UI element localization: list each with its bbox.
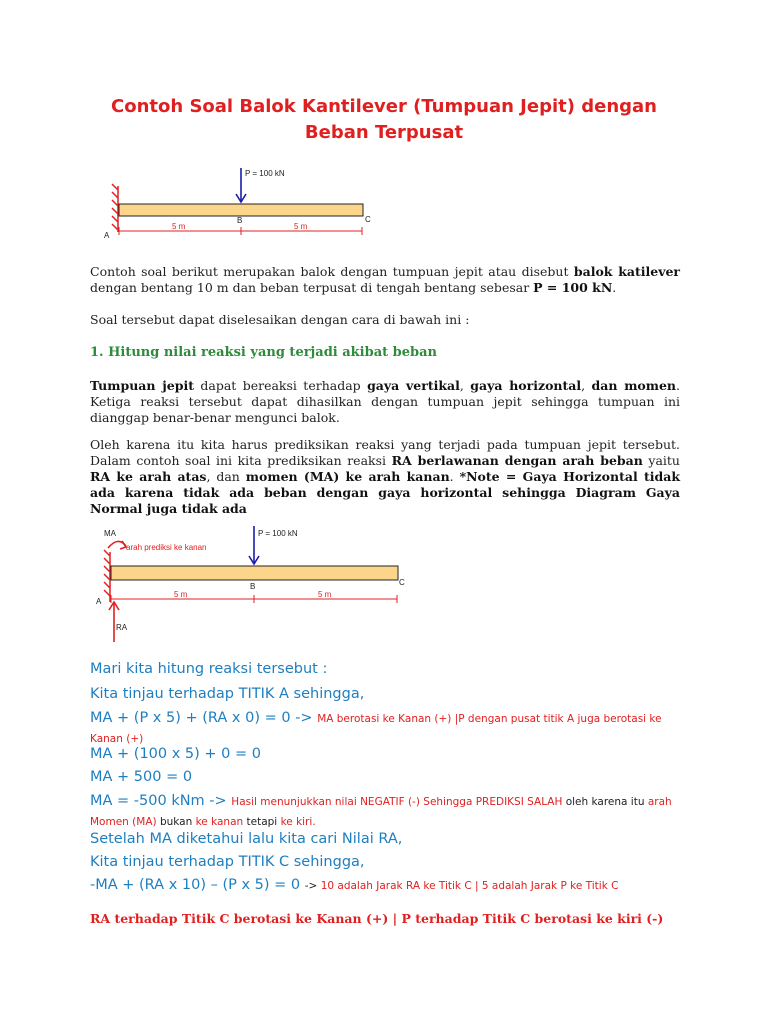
calc-line-8: Kita tinjau terhadap TITIK C sehingga, (90, 854, 365, 870)
dimension-line (111, 595, 397, 603)
cantilever-figure-2 (92, 522, 422, 644)
title-line-1: Contoh Soal Balok Kantilever (Tumpuan Jepit) dengan (111, 96, 657, 117)
point-b-label: B (237, 216, 243, 225)
point-a-label: A (104, 231, 110, 240)
intro-paragraph-2: Soal tersebut dapat diselesaikan dengan cara di bawah ini : (90, 312, 470, 327)
beam (111, 566, 398, 580)
calc-line-1: Mari kita hitung reaksi tersebut : (90, 661, 328, 677)
section-1-paragraph-1: Tumpuan jepit dapat bereaksi terhadap gaya vertikal, gaya horizontal, dan momen. Ketiga reaksi tersebut dapat dihasilkan dengan tumpuan jepit sehingga tumpuan ini dianggap benar-benar mengunci balok. (90, 378, 681, 425)
reaction-arrow (109, 602, 119, 642)
span-label-2: 5 m (318, 590, 332, 599)
section-1-paragraph-2: Oleh karena itu kita harus prediksikan reaksi yang terjadi pada tumpuan jepit tersebut. Dalam contoh soal ini kita prediksikan reaksi RA berlawanan dengan arah beban yaitu RA ke arah atas, dan momen (MA) ke arah kanan. *Note = Gaya Horizontal tidak ada karena tidak ada beban dengan gaya horizontal sehingga Diagram Gaya Normal juga tidak ada (90, 437, 681, 516)
cantilever-figure-1 (100, 162, 400, 246)
title-line-2: Beban Terpusat (304, 122, 464, 143)
calc-line-2: Kita tinjau terhadap TITIK A sehingga, (90, 686, 365, 702)
term-load-value: P = 100 kN (533, 280, 613, 295)
bottom-note: RA terhadap Titik C berotasi ke Kanan (+) | P terhadap Titik C berotasi ke kiri (-) (90, 911, 664, 926)
moment-label: MA (104, 529, 116, 538)
fixed-support-hatch (104, 550, 110, 602)
dimension-line (119, 227, 362, 235)
beam (119, 204, 363, 216)
fixed-support-hatch (112, 184, 118, 232)
point-b-label: B (250, 582, 256, 591)
span-label-1: 5 m (172, 222, 186, 231)
calc-line-3: MA + (P x 5) + (RA x 0) = 0 -> MA berotasi ke Kanan (+) |P dengan pusat titik A juga berotasi ke Kanan (+) (90, 710, 662, 745)
point-c-label: C (399, 578, 405, 587)
calc-line-9: -MA + (RA x 10) – (P x 5) = 0 -> 10 adalah Jarak RA ke Titik C | 5 adalah Jarak P ke Titik C (90, 877, 619, 893)
page-title (0, 94, 768, 146)
note-horizontal-force: *Note = Gaya Horizontal tidak ada karena tidak ada beban dengan gaya horizontal sehingga Diagram Gaya Normal juga tidak ada (90, 469, 681, 516)
calc-line-7: Setelah MA diketahui lalu kita cari Nilai RA, (90, 831, 403, 847)
term-balok-katilever: balok katilever (573, 264, 681, 279)
point-a-label: A (96, 597, 102, 606)
intro-paragraph: Contoh soal berikut merupakan balok dengan tumpuan jepit atau disebut balok katilever dengan bentang 10 m dan beban terpusat di tengah bentang sebesar P = 100 kN. (90, 264, 681, 295)
load-label: P = 100 kN (258, 529, 298, 538)
moment-note: arah prediksi ke kanan (126, 543, 207, 552)
calc-line-4: MA + (100 x 5) + 0 = 0 (90, 746, 261, 762)
span-label-2: 5 m (294, 222, 308, 231)
reaction-label: RA (116, 623, 128, 632)
load-label: P = 100 kN (245, 169, 285, 178)
section-heading-1: 1. Hitung nilai reaksi yang terjadi akibat beban (90, 345, 437, 360)
point-c-label: C (365, 215, 371, 224)
calc-line-5: MA + 500 = 0 (90, 769, 193, 785)
calc-line-6: MA = -500 kNm -> Hasil menunjukkan nilai NEGATIF (-) Sehingga PREDIKSI SALAH oleh karena itu arah Momen (MA) bukan ke kanan tetapi ke kiri. (90, 793, 672, 828)
span-label-1: 5 m (174, 590, 188, 599)
